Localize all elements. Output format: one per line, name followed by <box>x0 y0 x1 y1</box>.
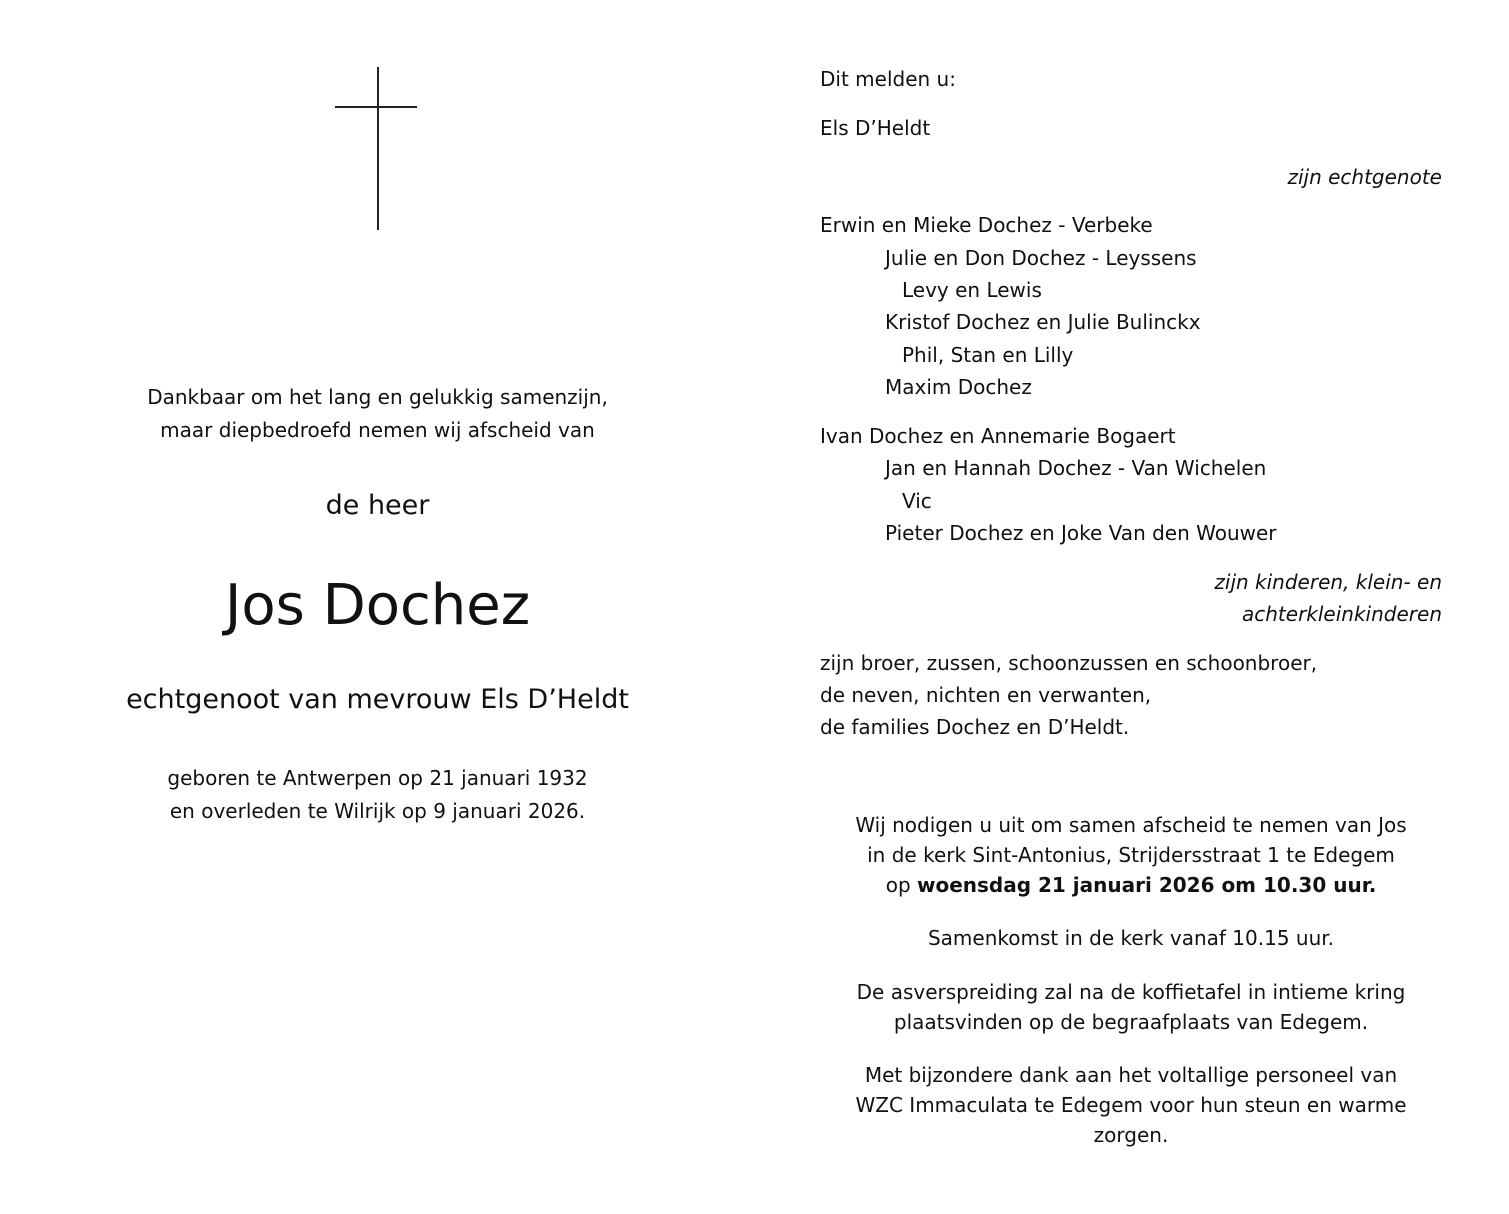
ashes-line: plaatsvinden op de begraafplaats van Edegem. <box>893 1010 1369 1034</box>
child-line: Julie en Don Dochez - Leyssens <box>885 246 1197 270</box>
thanks-block <box>820 1060 1442 1150</box>
life-dates <box>30 762 725 828</box>
child-line: Jan en Hannah Dochez - Van Wichelen <box>885 456 1267 480</box>
thanks-line: Met bijzondere dank aan het voltallige personeel van <box>864 1063 1398 1087</box>
birth-line: geboren te Antwerpen op 21 januari 1932 <box>167 766 588 790</box>
grandchild-line: Levy en Lewis <box>902 278 1042 302</box>
thanks-line: WZC Immaculata te Edegem voor hun steun en warme zorgen. <box>855 1093 1407 1147</box>
child-line: Kristof Dochez en Julie Bulinckx <box>885 310 1201 334</box>
relatives-line: de families Dochez en D’Heldt. <box>820 715 1130 739</box>
grandchild-line: Phil, Stan en Lilly <box>902 343 1074 367</box>
intro-line: Dankbaar om het lang en gelukkig samenzijn, <box>147 385 608 409</box>
family-head: Ivan Dochez en Annemarie Bogaert <box>820 424 1176 448</box>
ashes-block <box>820 977 1442 1037</box>
wife-name: Els D’Heldt <box>820 116 931 140</box>
death-line: en overleden te Wilrijk op 9 januari 2026. <box>169 799 586 823</box>
intro-text <box>30 381 725 447</box>
intro-line: maar diepbedroefd nemen wij afscheid van <box>160 418 595 442</box>
ashes-line: De asverspreiding zal na de koffietafel in intieme kring <box>856 980 1406 1004</box>
family-list <box>820 0 1442 760</box>
ceremony-datetime: woensdag 21 januari 2026 om 10.30 uur. <box>917 873 1377 897</box>
invitation-line: in de kerk Sint-Antonius, Strijdersstraat 1 te Edegem <box>867 843 1395 867</box>
invitation-prefix: op <box>885 873 911 897</box>
grandchild-line: Vic <box>902 489 932 513</box>
invitation-line: Wij nodigen u uit om samen afscheid te nemen van Jos <box>855 813 1407 837</box>
child-line: Pieter Dochez en Joke Van den Wouwer <box>885 521 1277 545</box>
gathering-line: Samenkomst in de kerk vanaf 10.15 uur. <box>927 926 1335 950</box>
cross-icon <box>377 67 379 230</box>
child-line: Maxim Dochez <box>885 375 1032 399</box>
children-role: achterkleinkinderen <box>1242 602 1442 626</box>
cross-icon-bar <box>335 106 417 108</box>
family-head: Erwin en Mieke Dochez - Verbeke <box>820 213 1153 237</box>
invitation-block <box>820 810 1442 900</box>
relatives-line: zijn broer, zussen, schoonzussen en schoonbroer, <box>820 651 1318 675</box>
invitation-date-line <box>820 870 1442 900</box>
relatives-line: de neven, nichten en verwanten, <box>820 683 1152 707</box>
deceased-name: Jos Dochez <box>224 573 531 638</box>
spouse-line: echtgenoot van mevrouw Els D’Heldt <box>126 684 629 715</box>
wife-role: zijn echtgenote <box>1287 165 1442 189</box>
honorific: de heer <box>325 490 430 521</box>
children-role: zijn kinderen, klein- en <box>1214 570 1442 594</box>
announce-line: Dit melden u: <box>820 67 956 91</box>
